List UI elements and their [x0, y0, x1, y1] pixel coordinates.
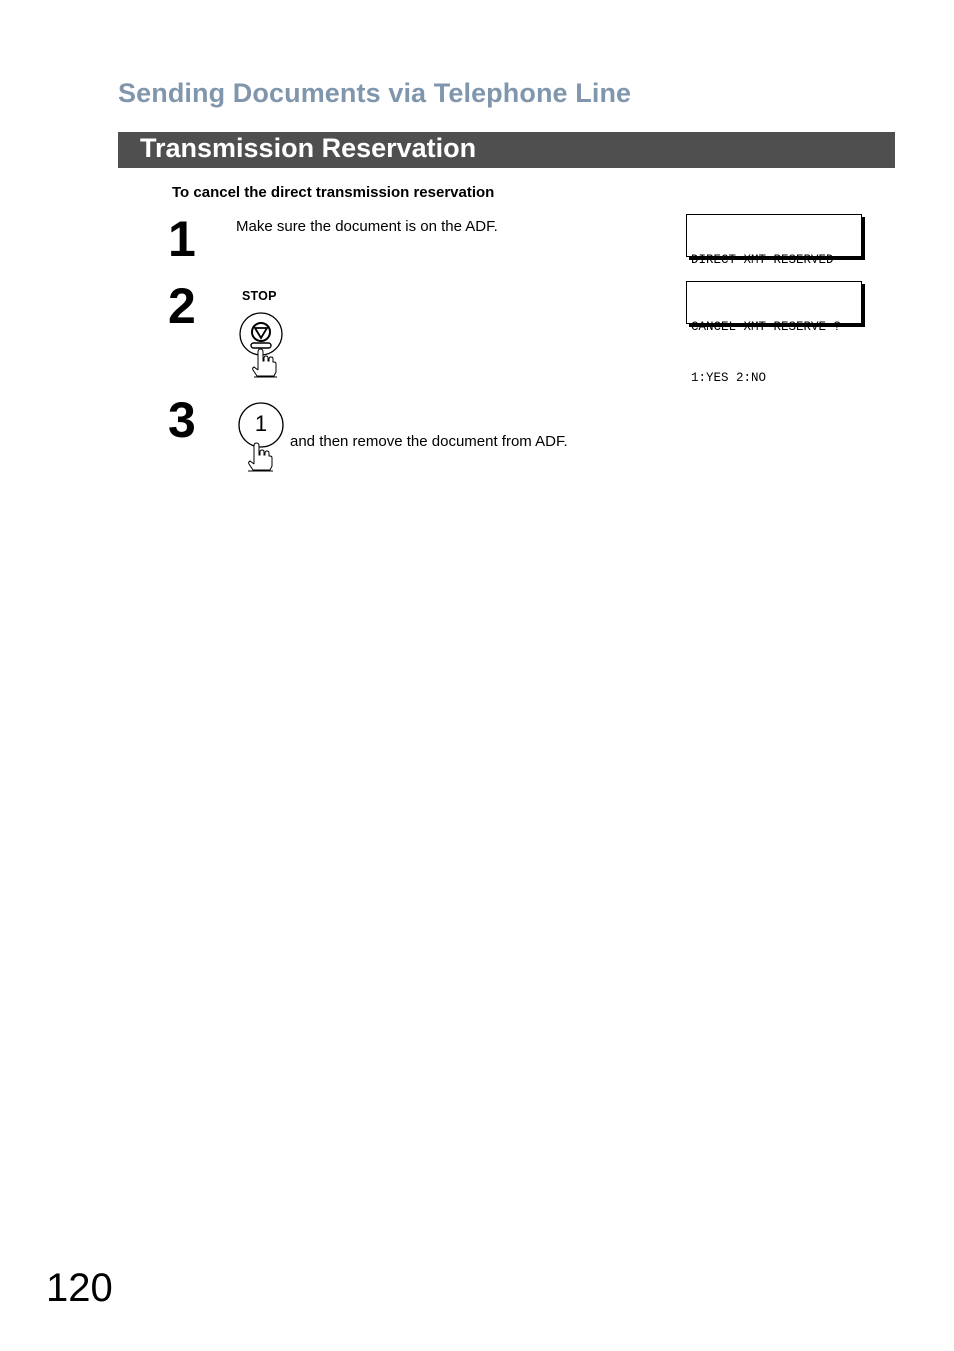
stop-key-icon: [236, 310, 288, 385]
section-header-bar: [118, 132, 895, 168]
step-number: 2: [168, 278, 195, 334]
numeric-key-icon: [236, 402, 288, 479]
step-text: Make sure the document is on the ADF.: [236, 218, 498, 235]
lcd-display: [686, 214, 862, 267]
step-text: and then remove the document from ADF.: [290, 433, 568, 450]
lcd-line-1: CANCEL XMT RESERVE ?: [691, 320, 842, 334]
section-title: Transmission Reservation: [140, 133, 477, 163]
lcd-line-2: 1:YES 2:NO: [691, 371, 767, 385]
key-digit: 1: [254, 411, 268, 436]
lcd-display: [686, 281, 862, 385]
chapter-title: Sending Documents via Telephone Line: [118, 78, 632, 108]
subheading: To cancel the direct transmission reservation: [172, 184, 495, 201]
step-number: 1: [168, 211, 195, 267]
lcd-line-1: DIRECT XMT RESERVED: [691, 253, 834, 267]
page-number: 120: [46, 1266, 113, 1310]
step-number: 3: [168, 392, 195, 448]
stop-key-label: STOP: [242, 289, 277, 303]
